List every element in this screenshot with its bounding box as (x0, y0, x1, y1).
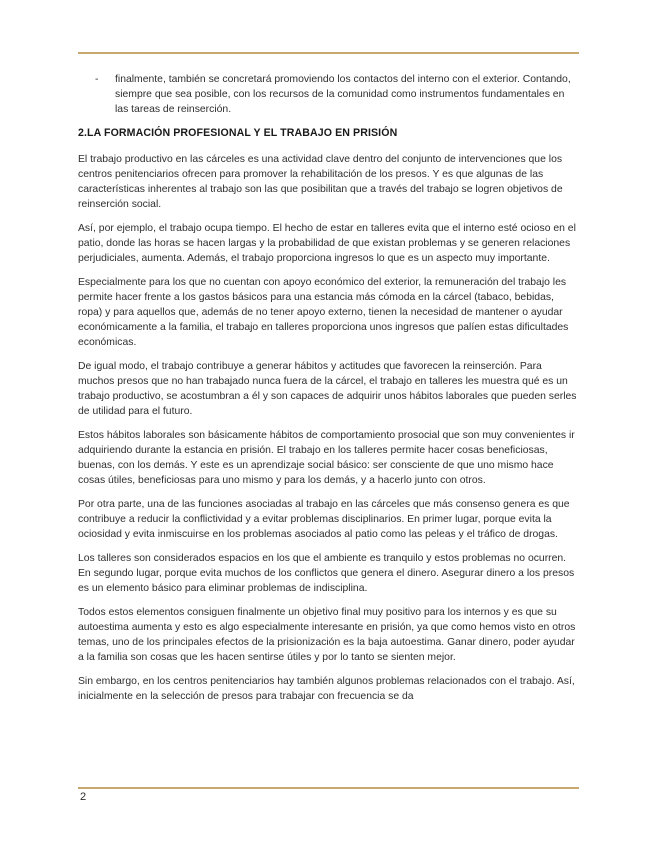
paragraph: Sin embargo, en los centros penitenciarios hay también algunos problemas relacionados con el trabajo. Así, inicialmente en la selección de presos para trabajar con frecuencia se da (78, 676, 575, 702)
paragraph: De igual modo, el trabajo contribuye a generar hábitos y actitudes que favorecen la reinserción. Para muchos presos que no han trabajado nunca fuera de la cárcel, el trabajo en talleres les muestra qué es un trabajo productivo, se acostumbran a él y son capaces de adquirir unos hábitos laborales que pueden serles de utilidad para el futuro. (78, 361, 577, 417)
header-rule (78, 52, 579, 54)
bullet-text: finalmente, también se concretará promoviendo los contactos del interno con el exterior. Contando, siempre que sea posible, con los recursos de la comunidad como instrumentos fundamentales en las tareas de reinserción. (115, 74, 571, 115)
paragraph: Especialmente para los que no cuentan con apoyo económico del exterior, la remuneración del trabajo les permite hacer frente a los gastos básicos para una estancia más cómoda en la cárcel (tabaco, bebidas, ropa) y para aquellos que, además de no tener apoyo externo, tienen la necesidad de mantener o ayudar económicamente a la familia, el trabajo en talleres proporciona unos ingresos que palíen estas dificultades económicas. (78, 277, 569, 348)
paragraph: Los talleres son considerados espacios en los que el ambiente es tranquilo y estos problemas no ocurren. En segundo lugar, porque evita muchos de los conflictos que genera el dinero. Asegurar dinero a los presos es un elemento básico para eliminar problemas de indisciplina. (78, 553, 575, 594)
paragraph: El trabajo productivo en las cárceles es una actividad clave dentro del conjunto de intervenciones que los centros penitenciarios ofrecen para promover la rehabilitación de los presos. Y es que algunas de las características inherentes al trabajo son las que posibilitan que a través del trabajo se logren objetivos de reinserción social. (78, 154, 563, 210)
page-number: 2 (80, 791, 87, 803)
bullet-item (78, 72, 579, 117)
bullet-marker: - (95, 74, 99, 85)
paragraph: Por otra parte, una de las funciones asociadas al trabajo en las cárceles que más consenso genera es que contribuye a reducir la conflictividad y a evitar problemas disciplinarios. En primer lugar, porque evita la ociosidad y evita inmiscuirse en los problemas asociados al patio como las peleas y el tráfico de drogas. (78, 499, 570, 540)
document-body (78, 72, 579, 713)
section-heading: 2.LA FORMACIÓN PROFESIONAL Y EL TRABAJO EN PRISIÓN (78, 127, 398, 139)
paragraph: Así, por ejemplo, el trabajo ocupa tiempo. El hecho de estar en talleres evita que el interno esté ocioso en el patio, donde las horas se hacen largas y la probabilidad de que existan problemas y se generen relaciones perjudiciales, aumenta. Además, el trabajo proporciona ingresos lo que es un aspecto muy importante. (78, 223, 576, 264)
paragraph: Estos hábitos laborales son básicamente hábitos de comportamiento prosocial que son muy convenientes ir adquiriendo durante la estancia en prisión. El trabajo en los talleres permite hacer cosas beneficiosas, buenas, con los demás. Y este es un aprendizaje social básico: ser consciente de que uno mismo hace cosas útiles, beneficiosas para uno mismo y para los demás, y a hacerlo junto con otros. (78, 430, 575, 486)
paragraph: Todos estos elementos consiguen finalmente un objetivo final muy positivo para los internos y es que su autoestima aumenta y esto es algo especialmente interesante en prisión, ya que como hemos visto en otros temas, uno de los principales efectos de la prisionización es la baja autoestima. Ganar dinero, poder ayudar a la familia son cosas que les hacen sentirse útiles y por lo tanto se sienten mejor. (78, 607, 576, 663)
footer-rule (78, 787, 579, 789)
